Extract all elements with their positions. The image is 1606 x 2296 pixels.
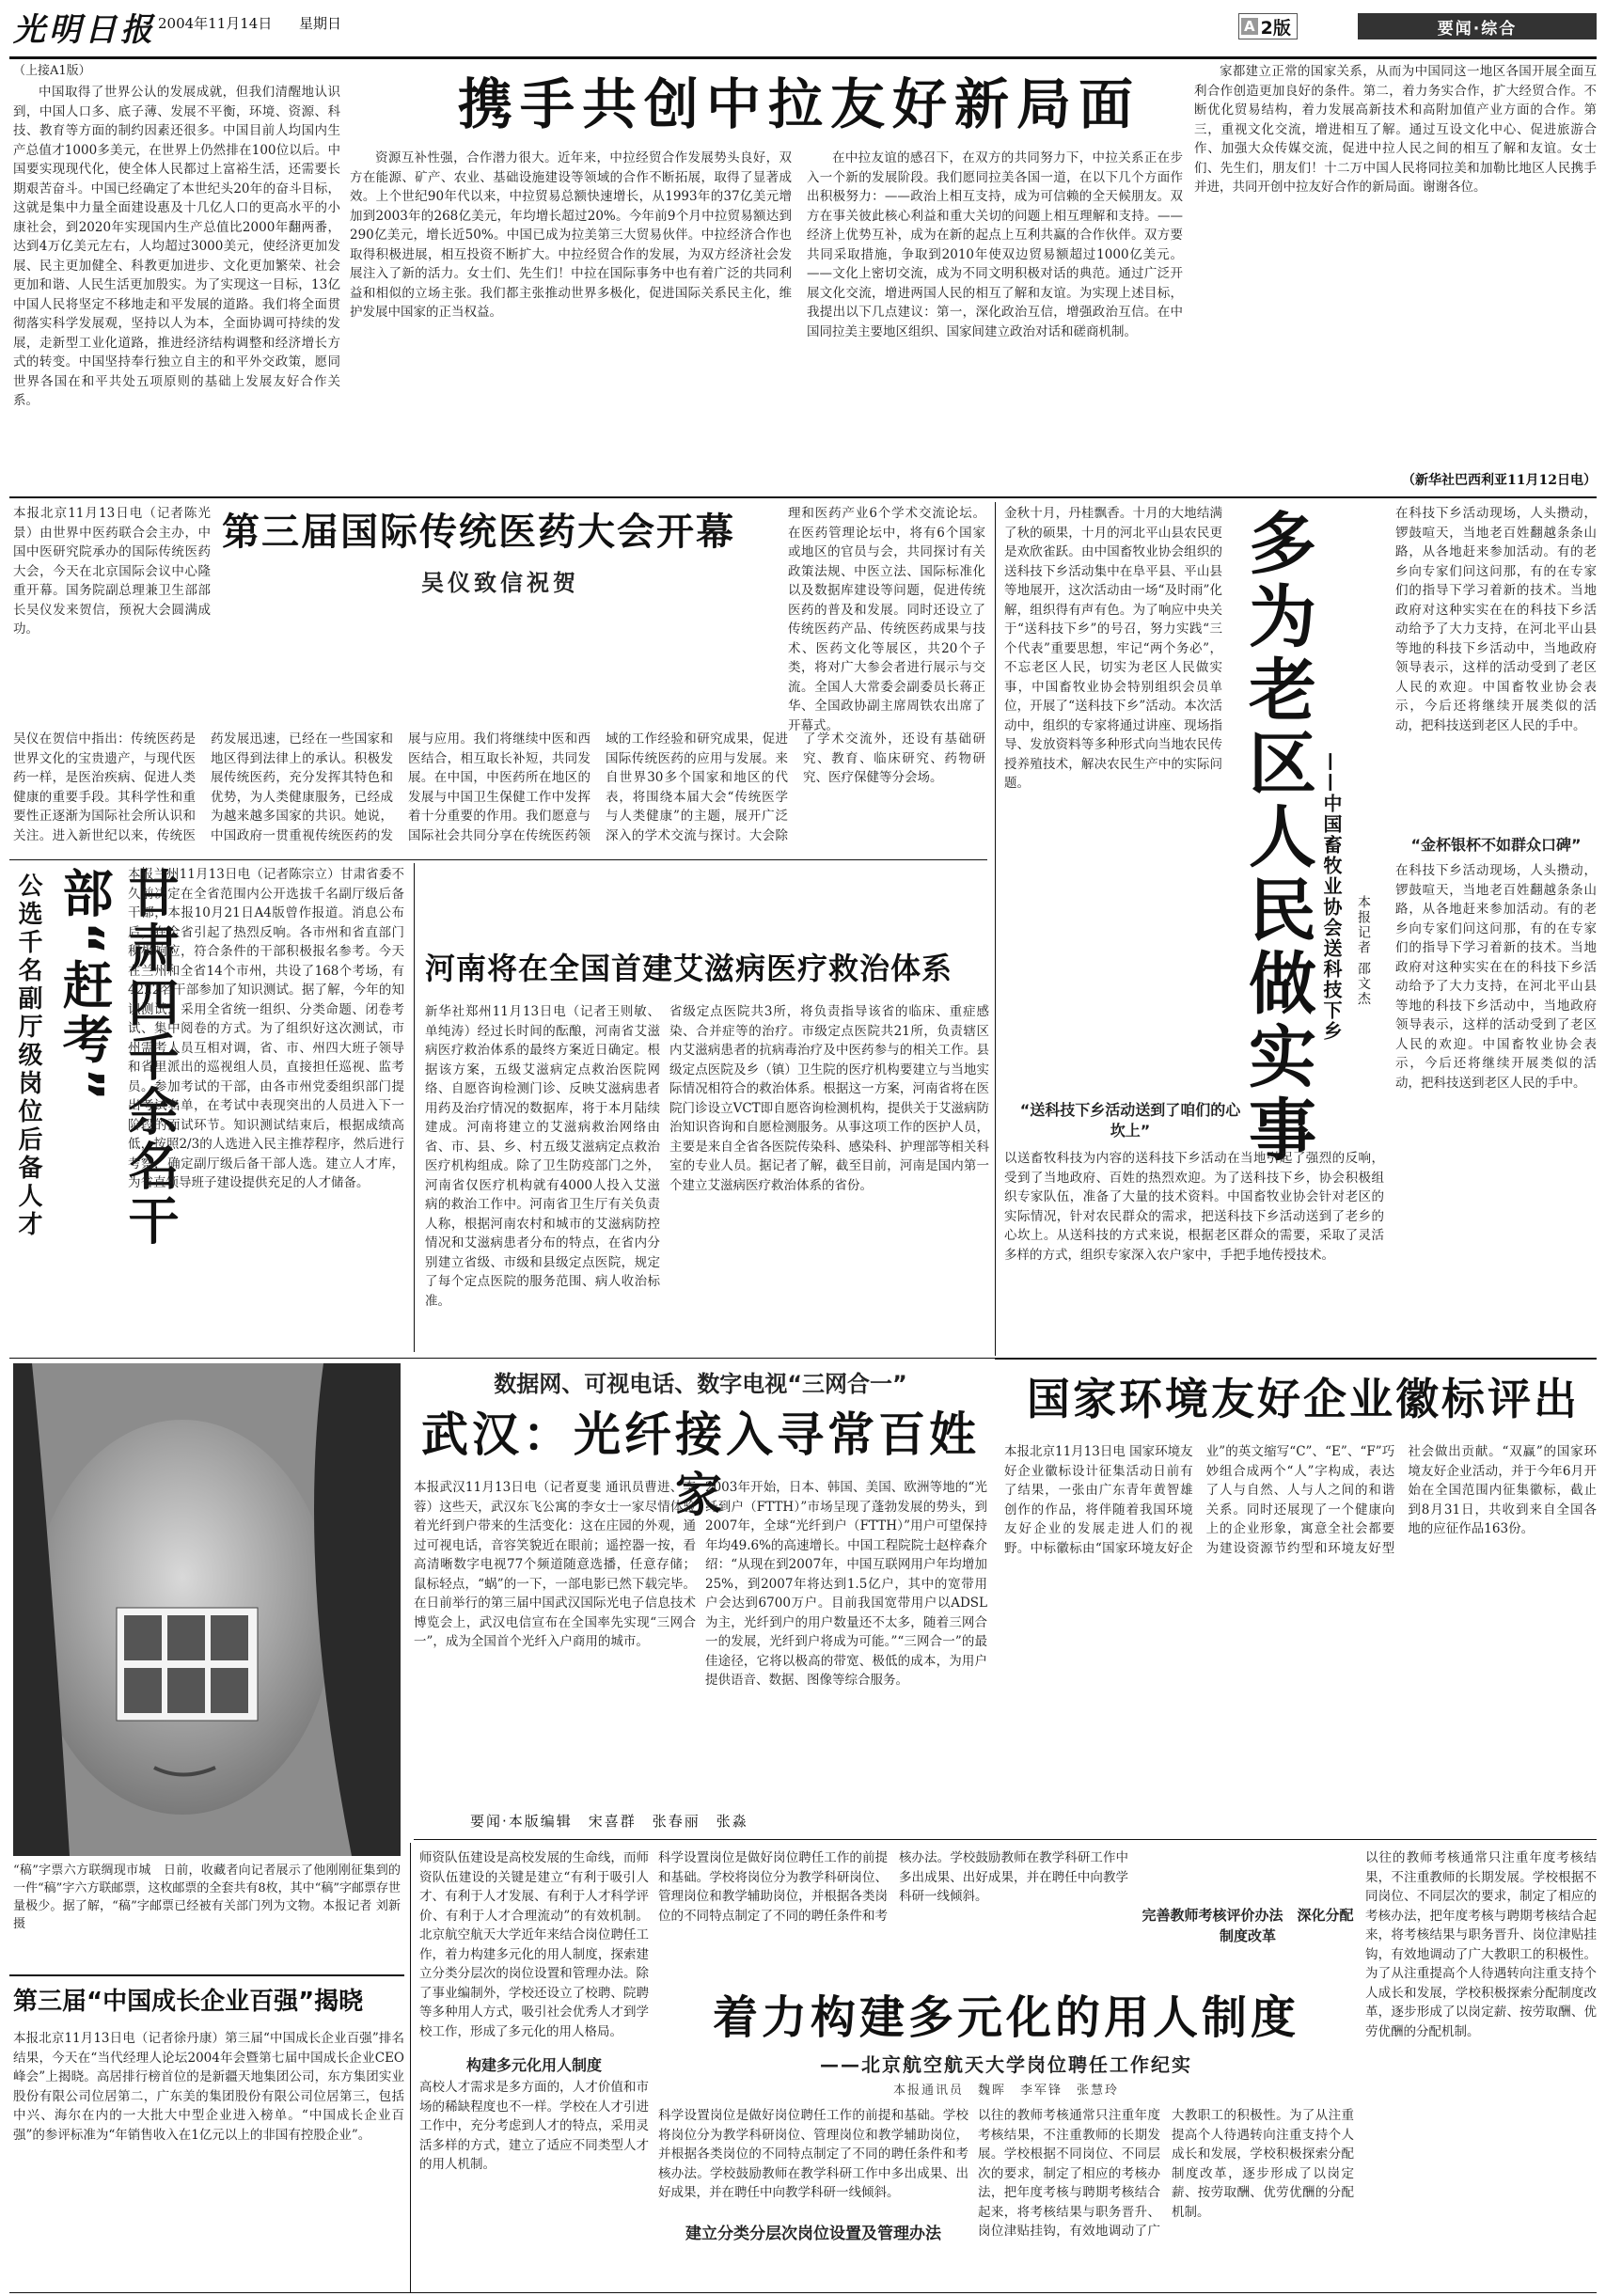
growth-headline: 第三届“中国成长企业百强”揭晓 [13, 1988, 364, 2016]
wuhan-headline: 武汉：光纤接入寻常百姓家 [421, 1407, 980, 1522]
henan-headline: 河南将在全国首建艾滋病医疗救治体系 [425, 951, 953, 986]
henan-body-2: 省级定点医院共3所，将负责指导该省的临床、重症感染、合并症等的治疗。市级定点医院共21所，负责辖区内艾滋病患者的抗病毒治疗及中医药参与的相关工作。县级定点医院及乡（镇）卫生院的医疗机构要建立与当地实际情况相符合的救治体系。根据这一方案，河南省将在医院门诊设立VCT即自愿咨询检测机构，提供关于艾滋病防治知识咨询和自愿检测服务。从事这项工作的医护人员，主要是来自全省各医院传染科、感染科、护理部等相关科室的专业人员。据记者了解，截至目前，河南是国内第一个建立艾滋病医疗救治体系的省份。 [669, 1004, 989, 1193]
rural-subtitle: ——中国畜牧业协会送科技下乡 [1320, 752, 1343, 1042]
growth-body: 本报北京11月13日电（记者徐丹康）第三届“中国成长企业百强”排名结果，今天在“当代经理人论坛2004年会暨第七届中国成长企业CEO峰会”上揭晓。高居排行榜首位的是新疆天地集团公司，东方集团实业股份有限公司位居第二，广东美的集团股份有限公司位居第三，包括中兴、海尔在内的一大批大中型企业进入榜单。“中国成长企业百强”的参评标准为“年销售收入在1亿元以上的非国有控股企业”。 [13, 2031, 404, 2143]
lead-bottom-rule [9, 496, 1597, 498]
gansu-headline: 甘肃四千余名干部“赶考” [55, 867, 180, 1249]
gansu-body: 本报兰州11月13日电（记者陈宗立）甘肃省委不久前决定在全省范围内公开选拔千名副厅级后备干部，本报10月21日A4版曾作报道。消息公布后，在全省引起了热烈反响。各市州和省直部门积极响应，符合条件的干部积极报名参考。今天在兰州和全省14个市州，共设了168个考场，有4222名干部参加了知识测试。据了解，今年的知识测试，采用全省统一组织、分类命题、闭卷考试、集中阅卷的方式。为了组织好这次测试，市州需考人员互相对调，省、市、州四大班子领导和省里派出的巡视组人员，直接担任巡视、监考员。参加考试的干部，由各市州党委组织部门提出考试名单，在考试中表现突出的人员进入下一阶段的面试环节。知识测试结束后，根据成绩高低，按照2/3的人选进入民主推荐程序，然后进行考察，确定副厅级后备干部人选。建立人才库，为省直领导班子建设提供充足的人才储备。 [128, 867, 404, 1190]
tcm-body: 吴仪在贺信中指出：传统医药是世界文化的宝贵遗产，与现代医药一样，是医治疾病、促进人类健康的重要手段。其科学性和重要性正逐渐为国际社会所认识和关注。进入新世纪以来，传统医药发展迅速，已经在一些国家和地区得到法律上的承认。积极发展传统医药，充分发挥其特色和优势，为人类健康服务，已经成为越来越多国家的共识。她说，中国政府一贯重视传统医药的发展与应用。我们将继续中医和西医结合，相互取长补短，共同发展。在中国，中医药所在地区的发展与中国卫生保健工作中发挥着十分重要的作用。我们愿意与国际社会共同分享在传统医药领域的工作经验和研究成果，促进国际传统医药的应用与发展。来自世界30多个国家和地区的代表，将围绕本届大会“传统医学与人类健康”的主题，展开广泛深入的学术交流与探讨。大会除了学术交流外，还设有基础研究、教育、临床研究、药物研究、医疗保健等分会场。 [13, 731, 985, 843]
beihang-sub-2: 建立分类分层次岗位设置及管理办法 [685, 2225, 941, 2243]
beihang-body: 师资队伍建设是高校发展的生命线，而师资队伍建设的关键是建立“有利于吸引人才、有利于人才发展、有利于人才科学评价、有利于人才合理流动”的有效机制。北京航空航天大学近年来结合岗位聘任工作，着力构建多元化的用人制度，探索建立分类分层次的岗位设置和管理办法。除了事业编制外，学校还设立了校聘、院聘等多种用人方式，吸引社会优秀人才到学校工作，形成了多元化的用人格局。 [419, 1850, 649, 2039]
beihang-body-2: 高校人才需求是多方面的，人才价值和市场的稀缺程度也不一样。学校在人才引进工作中，充分考虑到人才的特点，采用灵活多样的方式，建立了适应不同类型人才的用人机制。 [419, 2080, 649, 2172]
beihang-headline: 着力构建多元化的用人制度 [712, 1991, 1299, 2044]
beihang-byline: 本报通讯员 魏晖 李军锋 张慧玲 [892, 2084, 1119, 2098]
page-letter: A [1241, 18, 1258, 35]
growth-divider-v [410, 1843, 411, 2292]
page-bottom-rule [9, 2292, 1597, 2293]
stamp-photo [13, 1363, 401, 1856]
masthead-rule [9, 56, 1597, 59]
masthead [0, 0, 1606, 56]
issue-date: 2004年11月14日 [158, 15, 273, 32]
beihang-body-3: 以往的教师考核通常只注重年度考核结果，不注重教师的长期发展。学校根据不同岗位、不同层次的要求，制定了相应的考核办法，把年度考核与聘期考核结合起来，将考核结果与职务晋升、岗位津贴挂钩，有效地调动了广大教职工的积极性。为了从注重提高个人待遇转向注重支持个人成长和发展，学校积极探索分配制度改革，逐步形成了以岗定薪、按劳取酬、优劳优酬的分配机制。 [978, 2108, 1354, 2239]
beihang-body-top: 科学设置岗位是做好岗位聘任工作的前提和基础。学校将岗位分为教学科研岗位、管理岗位和教学辅助岗位，并根据各类岗位的不同特点制定了不同的聘任条件和考核办法。学校鼓励教师在教学科研工作中多出成果、出好成果，并在聘任中向教学科研一线倾斜。 [658, 1850, 1128, 1924]
growth-top-rule [9, 1974, 404, 1976]
green-body: 本报北京11月13日电 国家环境友好企业徽标设计征集活动日前有了结果，一张由广东青年黄智雄创作的作品，将伴随着我国环境友好企业的发展走进人们的视野。中标徽标由“国家环境友好企业”的英文缩写“C”、“E”、“F”巧妙组合成两个“人”字构成，表达了人与自然、人与人之间的和谐关系。同时还展现了一个健康向上的企业形象，寓意全社会都要为建设资源节约型和环境友好型社会做出贡献。“双赢”的国家环境友好企业活动，并于今年6月开始在全国范围内征集徽标，截止到8月31日，共收到来自全国各地的应征作品163份。 [1004, 1444, 1597, 1556]
beihang-sub-3: 完善教师考核评价办法 深化分配制度改革 [1142, 1907, 1354, 1944]
wuhan-top-rule [9, 1358, 995, 1359]
rural-body: 金秋十月，丹桂飘香。十月的大地结满了秋的硕果，十月的河北平山县农民更是欢欣雀跃。由中国畜牧业协会组织的送科技下乡活动集中在阜平县、平山县等地展开，这次活动由一场“及时雨”化解，组织得有声有色。为了响应中央关于“送科技下乡”的号召，努力实践“三个代表”重要思想，牢记“两个务必”，不忘老区人民，切实为老区人民做实事，中国畜牧业协会特别组织会员单位，开展了“送科技下乡”活动。本次活动中，组织的专家将通过讲座、现场指导、发放资料等多种形式向当地农民传授养殖技术，解决农民生产中的实际问题。 [1004, 506, 1222, 791]
issue-weekday: 星期日 [299, 15, 342, 32]
stamp-photo-caption: “稿”字票六方联绸现市城 日前，收藏者向记者展示了他刚刚征集到的一件“稿”字六方联邮票，这枚邮票的全套共有8枚，其中“稿”字邮票存世量极少。据了解，“稿”字邮票已经被有关部门列为文物。本报记者 刘新摄 [13, 1864, 401, 1931]
gansu-top-rule [9, 859, 987, 860]
rural-byline: 本报记者 邵文杰 [1356, 895, 1371, 1007]
rural-headline: 多为老区人民做实事 [1237, 508, 1316, 1168]
lead-headline: 携手共创中拉友好新局面 [457, 72, 1141, 136]
page-badge [1238, 13, 1298, 39]
wuhan-body-2: 2003年开始，日本、韩国、美国、欧洲等地的“光纤到户（FTTH）”市场呈现了蓬勃发展的势头，到2007年，全球“光纤到户（FTTH）”用户可望保持年均49.6%的高速增长。中国工程院院士赵梓森介绍：“从现在到2007年，中国互联网用户年均增加25%，到2007年将达到1.5亿户，其中的宽带用户会达到6700万户。目前我国宽带用户以ADSL为主，光纤到户的用户数量还不太多，随着三网合一的发展，光纤到户将成为可能。”“三网合一”的最佳途径，它将以极高的带宽、极低的成本，为用户提供语音、数据、图像等综合服务。 [705, 1480, 987, 1688]
tcm-subheadline: 吴仪致信祝贺 [421, 570, 579, 596]
wuhan-kicker: 数据网、可视电话、数字电视“三网合一” [494, 1371, 907, 1397]
beihang-body-4: 以往的教师考核通常只注重年度考核结果，不注重教师的长期发展。学校根据不同岗位、不同层次的要求，制定了相应的考核办法，把年度考核与聘期考核结合起来，将考核结果与职务晋升、岗位津贴挂钩，有效地调动了广大教职工的积极性。为了从注重提高个人待遇转向注重支持个人成长和发展，学校积极探索分配制度改革，逐步形成了以岗定薪、按劳取酬、优劳优酬的分配机制。 [1365, 1850, 1597, 2039]
page-editors: 要闻·本版编辑 宋喜群 张春丽 张淼 [470, 1813, 748, 1830]
lead-credit: （新华社巴西利亚11月12日电） [1402, 473, 1597, 488]
paper-logo: 光明日报 [13, 11, 156, 49]
beihang-subheadline: ——北京航空航天大学岗位聘任工作纪实 [820, 2053, 1192, 2076]
lead-column-2: 资源互补性强，合作潜力很大。近年来，中拉经贸合作发展势头良好，双方在能源、矿产、农业、基础设施建设等领域的合作不断拓展，取得了显著成效。上个世纪90年代以来，中拉贸易总额快速增长，从1993年的37亿美元增加到2003年的268亿美元，年均增长超过20%。今年前9个月中拉贸易额达到290亿美元，增长近50%。中国已成为拉美第三大贸易伙伴。中拉经济合作也取得积极进展，相互投资不断扩大。中拉经贸合作的发展，为双方经济社会发展注入了新的活力。女士们、先生们！中拉在国际事务中也有着广泛的共同利益和相似的立场主张。我们都主张推动世界多极化，促进国际关系民主化，维护发展中国家的正当权益。 [350, 150, 792, 320]
page-number: 2版 [1260, 17, 1291, 39]
wuhan-body: 本报武汉11月13日电（记者夏斐 通讯员曹进、李蓉）这些天，武汉东飞公寓的李女士一家尽情体验着光纤到户带来的生活变化：这在庄园的外观，通过可视电话，音容笑貌近在眼前；遥控器一按，看高清晰数字电视77个频道随意选播，任意存储；鼠标轻点，“蜗”的一下，一部电影已然下载完毕。在日前举行的第三届中国武汉国际光电子信息技术博览会上，武汉电信宣布在全国率先实现“三网合一”，成为全国首个光纤入户商用的城市。 [414, 1480, 696, 1649]
lead-column-1: 中国取得了世界公认的发展成就，但我们清醒地认识到，中国人口多、底子薄、发展不平衡，环境、资源、科技、教育等方面的制约因素还很多。中国目前人均国内生产总值才1000多美元，在世界上仍然排在100位以后。中国要实现现代化，使全体人民都过上富裕生活，还需要长期艰苦奋斗。中国已经确定了本世纪头20年的奋斗目标，这就是集中力量全面建设惠及十几亿人口的更高水平的小康社会，到2020年实现国内生产总值比2000年翻两番，达到4万亿美元左右，人均超过3000美元，使经济更加发展、民主更加健全、科教更加进步、文化更加繁荣、社会更加和谐、人民生活更加殷实。为了实现这一目标，13亿中国人民将坚定不移地走和平发展的道路。我们将全面贯彻落实科学发展观，坚持以人为本，全面协调可持续的发展，走新型工业化道路，推进经济结构调整和经济增长方式的转变。中国坚持奉行独立自主的和平外交政策，愿同世界各国在和平共处五项原则的基础上发展友好合作关系。 [13, 85, 340, 408]
beihang-body-lower: 科学设置岗位是做好岗位聘任工作的前提和基础。学校将岗位分为教学科研岗位、管理岗位和教学辅助岗位，并根据各类岗位的不同特点制定了不同的聘任条件和考核办法。学校鼓励教师在教学科研工作中多出成果、出好成果，并在聘任中向教学科研一线倾斜。 [658, 2108, 968, 2200]
green-headline: 国家环境友好企业徽标评出 [1027, 1374, 1580, 1424]
tcm-intro: 本报北京11月13日电（记者陈光景）由世界中医药联合会主办，中国中医研究院承办的国际传统医药大会，今天在北京国际会议中心隆重开幕。国务院副总理兼卫生部部长吴仪发来贺信，预祝大会圆满成功。 [13, 506, 211, 637]
rural-sub-2: “金杯银杯不如群众口碑” [1410, 836, 1582, 854]
gansu-divider-v [414, 863, 415, 1352]
tcm-body-2: 理和医药产业6个学术交流论坛。在医药管理论坛中，将有6个国家或地区的官员与会，共同探讨有关政策法规、中医立法、国际标准化以及数据库建设等问题，促进传统医药的普及和发展。同时还设立了传统医药产品、传统医药成果与技术、医药文化等展区，共20个子类，将对广大参会者进行展示与交流。全国人大常委会副委员长蒋正华、全国政协副主席周铁农出席了开幕式。 [788, 506, 985, 733]
lead-column-3: 在中拉友谊的感召下，在双方的共同努力下，中拉关系正在步入一个新的发展阶段。我们愿同拉美各国一道，在以下几个方面作出积极努力：——政治上相互支持，成为可信赖的全天候朋友。双方在事关彼此核心利益和重大关切的问题上相互理解和支持。——经济上优势互补，成为在新的起点上互利共赢的合作伙伴。双方要共同采取措施，争取到2010年使双边贸易额超过1000亿美元。——文化上密切交流，成为不同文明积极对话的典范。通过广泛开展文化交流，增进两国人民的相互了解和友谊。为实现上述目标，我提出以下几点建议：第一，深化政治互信，增强政治互信。在中国同拉美主要地区组织、国家间建立政治对话和磋商机制。 [807, 150, 1183, 339]
lead-continued: （上接A1版） [13, 64, 91, 78]
rural-body-col: 在科技下乡活动现场，人头攒动，锣鼓喧天，当地老百姓翻越条条山路，从各地赶来参加活动。有的老乡向专家们问这问那，有的在专家们的指导下学习着新的技术。当地政府对这种实实在在的科技下乡活动给予了大力支持，在河北平山县等地的科技下乡活动中，当地政府领导表示，这样的活动受到了老区人民的欢迎。中国畜牧业协会表示，今后还将继续开展类似的活动，把科技送到老区人民的手中。 [1395, 506, 1597, 733]
rural-body-3: 在科技下乡活动现场，人头攒动，锣鼓喧天，当地老百姓翻越条条山路，从各地赶来参加活动。有的老乡向专家们问这问那，有的在专家们的指导下学习着新的技术。当地政府对这种实实在在的科技下乡活动给予了大力支持，在河北平山县等地的科技下乡活动中，当地政府领导表示，这样的活动受到了老区人民的欢迎。中国畜牧业协会表示，今后还将继续开展类似的活动，把科技送到老区人民的手中。 [1395, 863, 1597, 1091]
tcm-divider-v [995, 502, 996, 1356]
rural-sub-1: “送科技下乡活动送到了咱们的心坎上” [1019, 1101, 1241, 1140]
tcm-headline: 第三届国际传统医药大会开幕 [222, 511, 735, 554]
lead-column-4: 家都建立正常的国家关系，从而为中国同这一地区各国开展全面互利合作创造更加良好的条件。第二，着力务实合作，扩大经贸合作。不断优化贸易结构，着力发展高新技术和高附加值产业方面的合作。第三，重视文化交流，增进相互了解。通过互设文化中心、促进旅游合作、加强大众传媒交流，促进中拉人民之间的相互了解和友谊。女士们、先生们，朋友们！十二万中国人民将同拉美和加勒比地区人民携手并进，共同开创中拉友好合作的新局面。谢谢各位。 [1194, 64, 1597, 195]
stamp-photo-art [13, 1363, 401, 1856]
beihang-sub-1: 构建多元化用人制度 [465, 2056, 602, 2074]
lower-top-rule [414, 1839, 1597, 1840]
gansu-kicker: 公选千名副厅级岗位后备人才 [14, 873, 42, 1239]
henan-body: 新华社郑州11月13日电（记者王则敏、单纯涛）经过长时间的酝酿，河南省艾滋病医疗救治体系的最终方案近日确定。根据该方案，五级艾滋病定点救治医院网络、自愿咨询检测门诊、反映艾滋病患者用药及治疗情况的数据库，将于本月陆续建成。河南将建立的艾滋病救治网络由省、市、县、乡、村五级艾滋病定点救治医疗机构组成。除了卫生防疫部门之外，河南省仅医疗机构就有4000人投入艾滋病的救治工作中。河南省卫生厅有关负责人称，根据河南农村和城市的艾滋病防控情况和艾滋病患者分布的特点，在省内分别建立省级、市级和县级定点医院，规定了每个定点医院的服务范围、病人收治标准。 [425, 1004, 660, 1309]
green-top-rule [995, 1358, 1597, 1360]
section-banner [1358, 13, 1597, 39]
rural-body-2: 以送畜牧科技为内容的送科技下乡活动在当地引起了强烈的反响，受到了当地政府、百姓的热烈欢迎。为了送科技下乡，协会积极组织专家队伍，准备了大量的技术资料。中国畜牧业协会针对老区的实际情况，针对农民群众的需求，把送科技下乡活动送到了老乡的心坎上。从送科技的方式来说，根据老区群众的需要，采取了灵活多样的方式，组织专家深入农户家中，手把手地传授技术。 [1004, 1151, 1384, 1263]
section-name: 要闻·综合 [1437, 19, 1518, 39]
